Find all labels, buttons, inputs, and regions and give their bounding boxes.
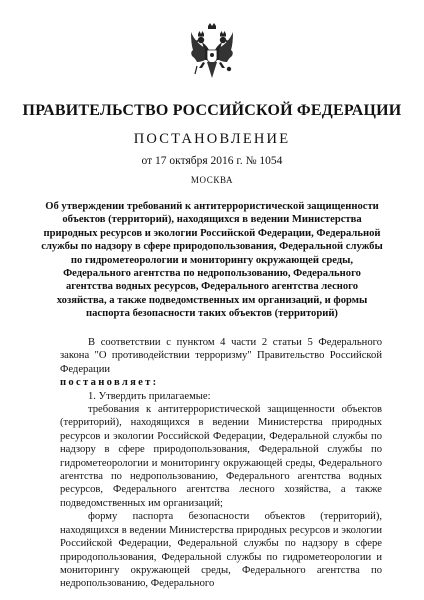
body-intro: В соответствии с пунктом 4 части 2 статьи 5 Федерального закона "О противодействии терроризму" Правительство Российской Федерации (60, 337, 382, 375)
decree-heading: ПОСТАНОВЛЕНИЕ (133, 131, 291, 147)
decree-body (60, 336, 382, 591)
government-heading: ПРАВИТЕЛЬСТВО РОССИЙСКОЙ ФЕДЕРАЦИИ (22, 102, 402, 119)
coat-of-arms-icon (189, 22, 235, 84)
body-item-1-a: требования к антитеррористической защищенности объектов (территорий), находящихся в ведении Министерства природных ресурсов и экологии Российской Федерации, Федеральной службы по надзору в сфере природопользования, Федеральной службы по гидрометеорологии и мониторингу окружающей среды, Федерального агентства по недропользованию, Федерального агентства водных ресурсов, Федерального агентства лесного хозяйства, а также подведомственных им организаций; (60, 404, 382, 509)
body-item-1: 1. Утвердить прилагаемые: (88, 390, 211, 402)
body-resolves: постановляет: (60, 377, 159, 389)
decree-date: от 17 октября 2016 г. № 1054 (141, 155, 283, 167)
decree-title: Об утверждении требований к антитеррористической защищенности объектов (территорий), находящихся в ведении Министерства природных ресурсов и экологии Российской Федерации, Федеральной службы по надзору в сфере природопользования, Федеральной службы по гидрометеорологии и мониторингу окружающей среды, Федерального агентства по недропользованию, Федерального агентства водных ресурсов, Федерального агентства лесного хозяйства, а также подведомственных им организаций, и формы паспорта безопасности таких объектов (территорий) (41, 201, 383, 320)
decree-city: МОСКВА (190, 175, 234, 185)
body-item-1-b: форму паспорта безопасности объектов (территорий), находящихся в ведении Министерства природных ресурсов и экологии Российской Федерации, Федеральной службы по надзору в сфере природопользования, Федеральной службы по гидрометеорологии и мониторингу окружающей среды, Федерального агентства по недропользованию, Федерального (60, 511, 382, 590)
